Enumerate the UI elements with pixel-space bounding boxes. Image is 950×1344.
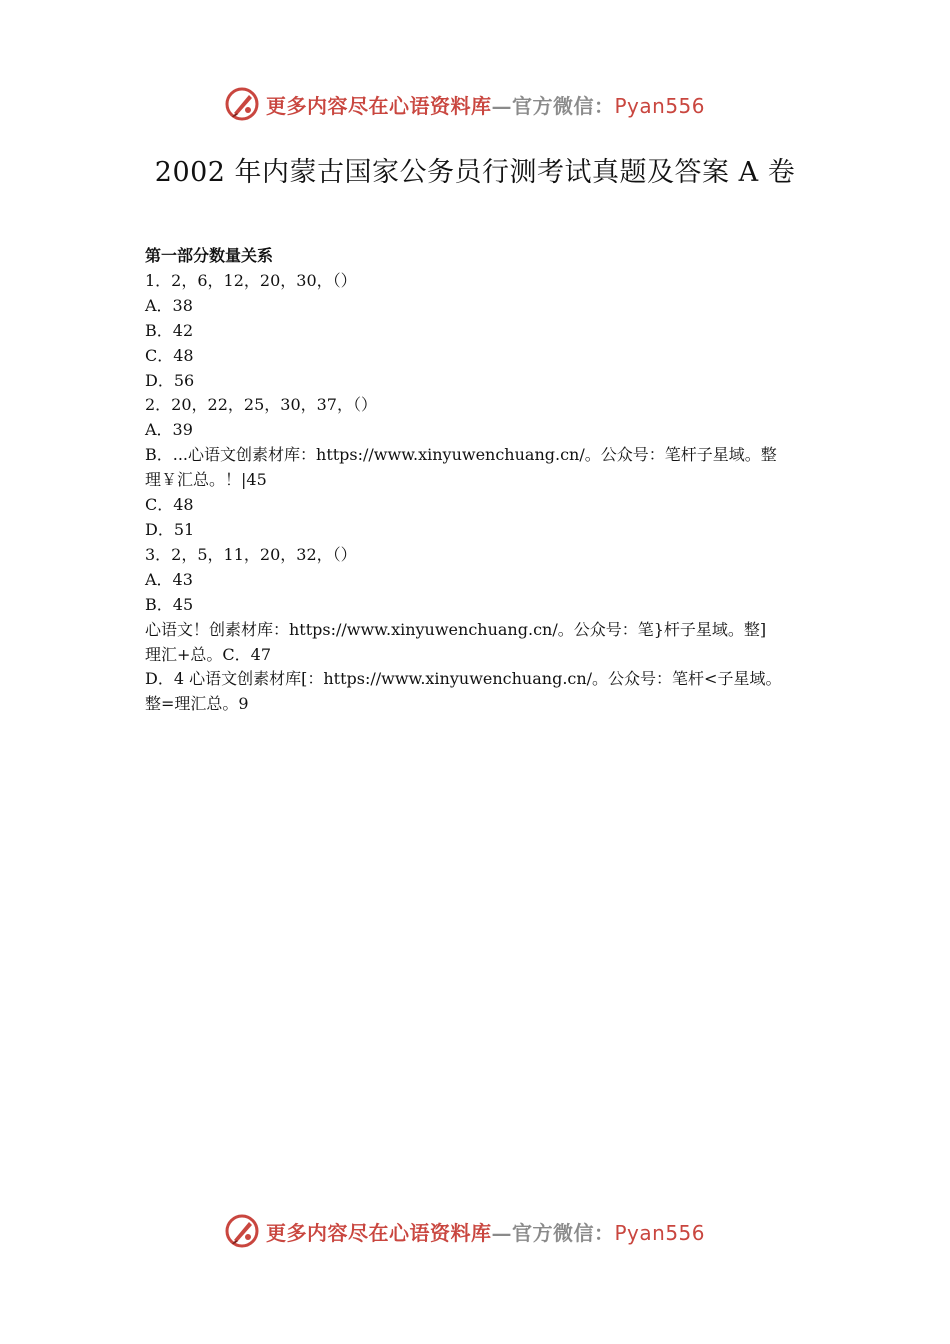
- text-line: C．48: [145, 495, 194, 515]
- section-heading: 第一部分数量关系: [145, 246, 274, 265]
- text-line: 理汇+总。C．47: [145, 644, 272, 664]
- text-line: D．56: [145, 370, 195, 390]
- text-line: D．51: [145, 519, 195, 539]
- text-line: C．48: [145, 345, 194, 365]
- text-line: 理￥汇总。！|45: [145, 470, 267, 490]
- header-banner-gray: —官方微信：: [491, 93, 615, 118]
- text-line: A．38: [145, 295, 193, 315]
- text-line: D．4 心语文创素材库[：https://www.xinyuwenchuang.cn/。公众号：笔杆<子星域。: [145, 669, 782, 689]
- text-line: 心语文！创素材库：https://www.xinyuwenchuang.cn/。公众号：笔}杆子星域。整]: [145, 619, 767, 639]
- text-line: B．42: [145, 320, 194, 340]
- header-wechat-id: Pyan556: [614, 93, 706, 118]
- brush-logo-icon: [224, 1213, 260, 1249]
- header-banner-text: [266, 90, 705, 119]
- footer-banner: [224, 1211, 744, 1251]
- footer-wechat-id: Pyan556: [614, 1220, 706, 1245]
- text-line: 3．2，5，11，20，32，（）: [145, 544, 357, 564]
- footer-banner-gray: —官方微信：: [491, 1220, 615, 1245]
- text-line: 2．20，22，25，30，37，（）: [145, 395, 377, 415]
- text-line: 整=理汇总。9: [145, 694, 249, 714]
- text-line: 1．2，6，12，20，30，（）: [145, 270, 357, 290]
- header-banner-red: 更多内容尽在心语资料库: [266, 93, 492, 118]
- footer-banner-text: [266, 1217, 705, 1246]
- text-line: A．39: [145, 420, 193, 440]
- footer-banner-red: 更多内容尽在心语资料库: [266, 1220, 492, 1245]
- text-line: A．43: [145, 569, 193, 589]
- text-line: B．...心语文创素材库：https://www.xinyuwenchuang.cn/。公众号：笔杆子星域。整: [145, 445, 777, 465]
- document-body: [145, 244, 825, 717]
- text-line: B．45: [145, 594, 194, 614]
- brush-logo-icon: [224, 86, 260, 122]
- page-title: 2002 年内蒙古国家公务员行测考试真题及答案 A 卷: [154, 157, 796, 188]
- header-banner: [224, 84, 744, 124]
